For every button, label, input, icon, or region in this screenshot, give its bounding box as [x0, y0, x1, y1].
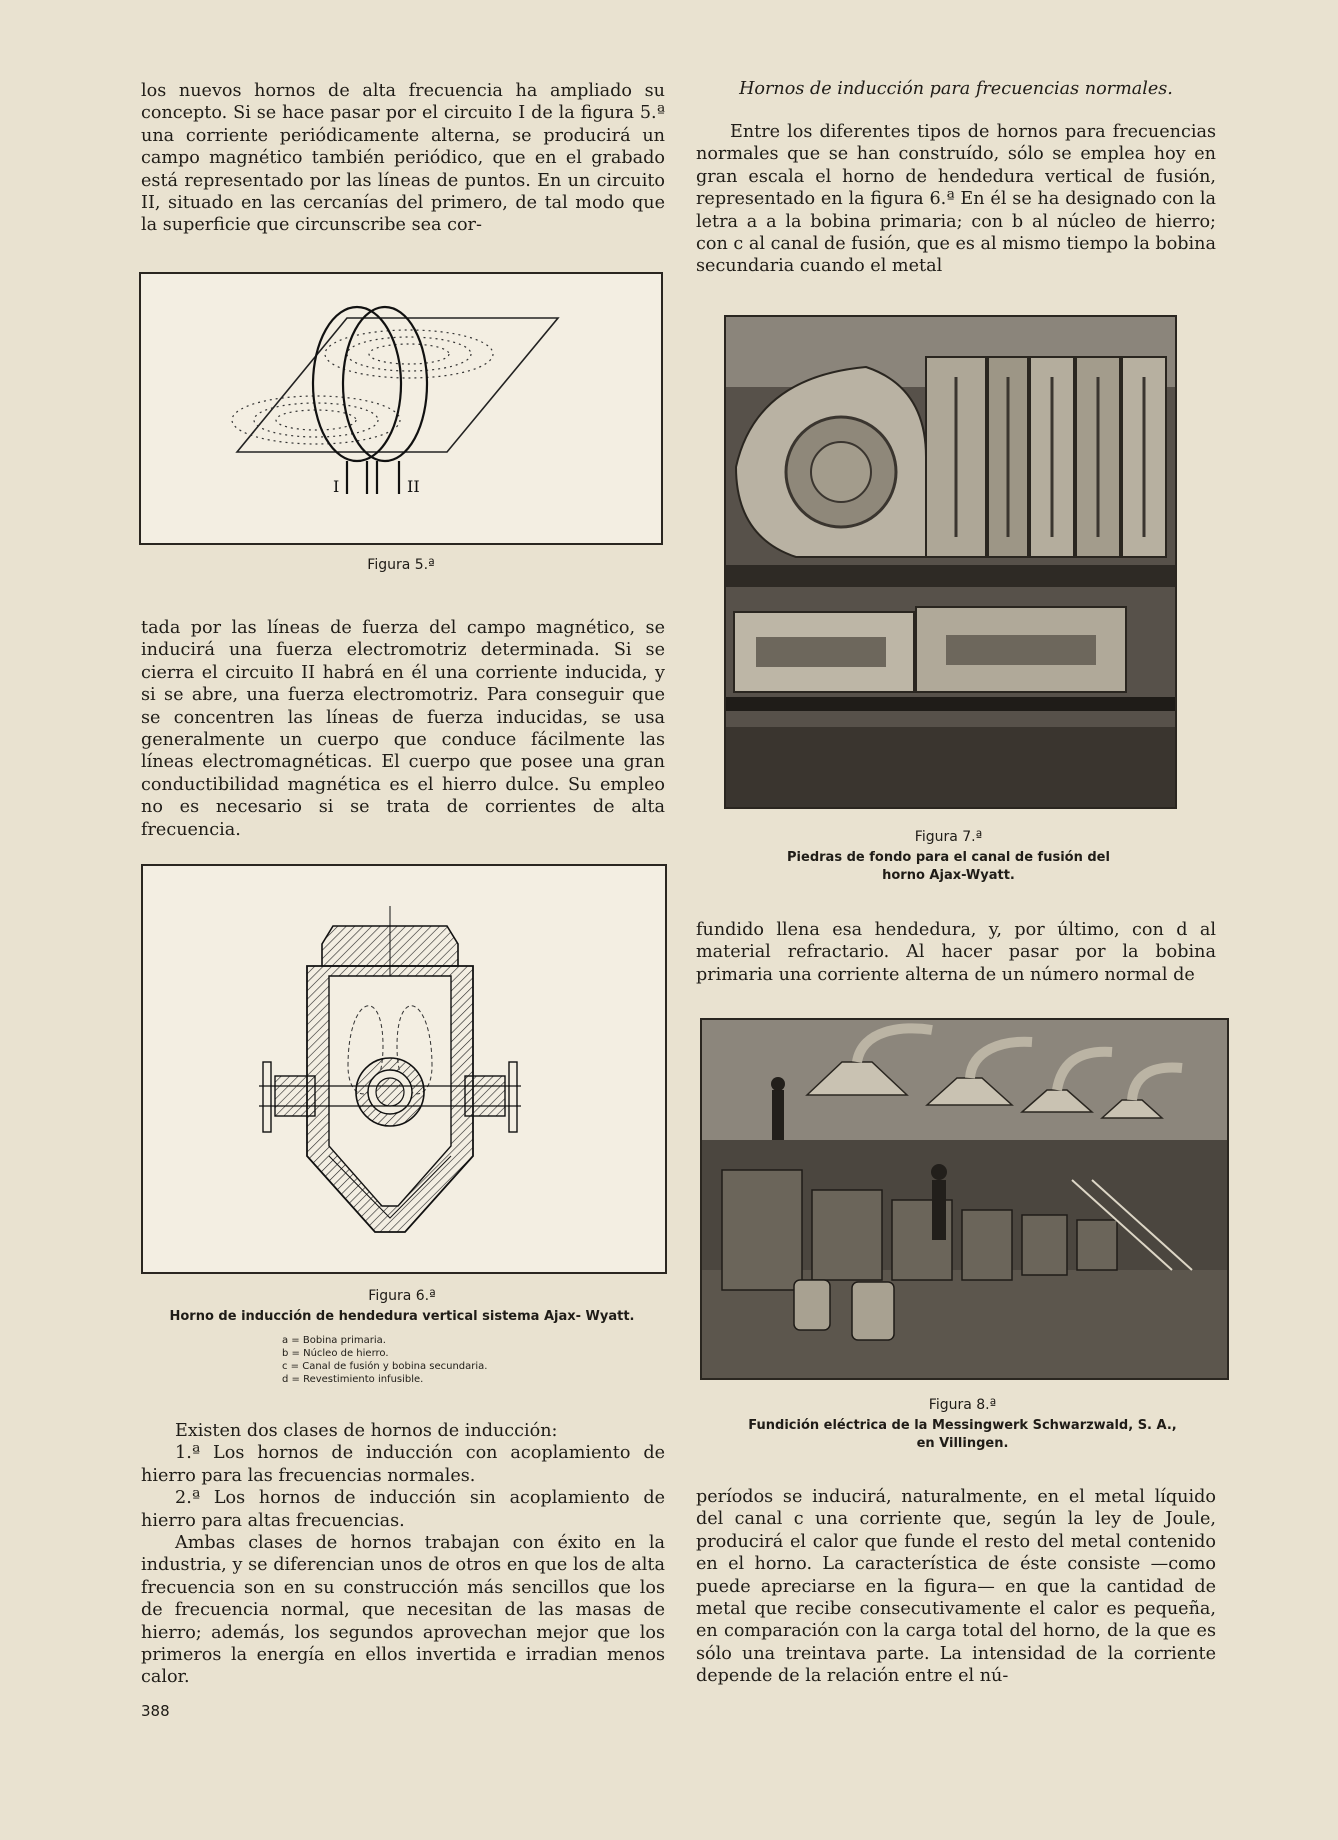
figure-8-caption-block	[700, 1397, 1225, 1453]
figure-7-caption-block	[724, 829, 1173, 885]
right-column-2	[696, 919, 1216, 986]
figure-7-title: Piedras de fondo para el canal de fusión del horno Ajax-Wyatt.	[787, 850, 1110, 883]
figure-5-diagram	[139, 272, 663, 545]
figure-6-title: Horno de inducción de hendedura vertical sistema Ajax- Wyatt.	[169, 1309, 635, 1324]
figure-7-photo	[724, 315, 1177, 809]
left-column-3	[141, 1420, 665, 1689]
furnace-stones-photo	[726, 317, 1175, 807]
figure-5-caption: Figura 5.ª	[367, 557, 435, 573]
legend-item: b = Núcleo de hierro.	[282, 1348, 389, 1359]
legend-item: d = Revestimiento infusible.	[282, 1374, 424, 1385]
label-II: II	[407, 477, 420, 496]
furnace-section-drawing	[143, 866, 665, 1272]
figure-8-caption: Figura 8.ª	[928, 1397, 997, 1413]
figure-8-photo	[700, 1018, 1229, 1380]
paragraph: Entre los diferentes tipos de hornos para frecuencias normales que se han construído, sólo se emplea hoy en gran escala el horno de hendedura vertical de fusión, representado en la figura 6.ª En él se ha designado con la letra a a la bobina primaria; con b al núcleo de hierro; con c al canal de fusión, que es al mismo tiempo la bobina secundaria cuando el metal	[696, 122, 1216, 277]
legend-item: c = Canal de fusión y bobina secundaria.	[282, 1361, 488, 1372]
figure-6-legend	[282, 1334, 663, 1386]
paragraph: fundido llena esa hendedura, y, por último, con d al material refractario. Al hacer pasar por la bobina primaria una corriente alterna de un número normal de	[696, 920, 1216, 985]
list-item: 1.ª Los hornos de inducción con acoplamiento de hierro para las frecuencias normales.	[141, 1443, 665, 1486]
induction-field-diagram	[141, 274, 661, 543]
foundry-hall-photo	[702, 1020, 1227, 1378]
paragraph: Existen dos clases de hornos de inducción:	[175, 1421, 558, 1441]
figure-7-caption: Figura 7.ª	[914, 829, 983, 845]
left-column-2	[141, 617, 665, 841]
figure-6-caption: Figura 6.ª	[368, 1288, 436, 1304]
legend-item: a = Bobina primaria.	[282, 1335, 386, 1346]
paragraph: períodos se inducirá, naturalmente, en el metal líquido del canal c una corriente que, según la ley de Joule, producirá el calor que funde el resto del metal contenido en el horno. La característica de éste consiste —como puede apreciarse en la figura— en que la cantidad de metal que recibe consecutivamente el calor es pequeña, en comparación con la carga total del horno, de la que es sólo una treintava parte. La intensidad de la corriente depende de la relación entre el nú-	[696, 1487, 1216, 1687]
figure-5-caption-block	[139, 557, 663, 573]
page-number: 388	[141, 1702, 170, 1720]
right-column-3	[696, 1486, 1216, 1688]
figure-6-caption-block	[141, 1288, 663, 1386]
paragraph: los nuevos hornos de alta frecuencia ha ampliado su concepto. Si se hace pasar por el circuito I de la figura 5.ª una corriente periódicamente alterna, se producirá un campo magnético también periódico, que en el grabado está representado por las líneas de puntos. En un circuito II, situado en las cercanías del primero, de tal modo que la superficie que circunscribe sea cor-	[141, 81, 665, 236]
left-column	[141, 80, 665, 237]
paragraph: Ambas clases de hornos trabajan con éxito en la industria, y se diferencian unos de otros en que los de alta frecuencia son en su construcción más sencillos que los de frecuencia normal, que necesitan de las masas de hierro; además, los segundos aprovechan mejor que los primeros la energía en ellos invertida e irradian menos calor.	[141, 1533, 665, 1688]
list-item: 2.ª Los hornos de inducción sin acoplamiento de hierro para altas frecuencias.	[141, 1488, 665, 1531]
section-heading: Hornos de inducción para frecuencias normales.	[739, 79, 1173, 99]
label-I: I	[333, 477, 340, 496]
figure-6-diagram	[141, 864, 667, 1274]
paragraph: tada por las líneas de fuerza del campo magnético, se inducirá una fuerza electromotriz determinada. Si se cierra el circuito II habrá en él una corriente inducida, y si se abre, una fuerza electromotriz. Para conseguir que se concentren las líneas de fuerza inducidas, se usa generalmente un cuerpo que conduce fácilmente las líneas electromagnéticas. El cuerpo que posee una gran conductibilidad magnética es el hierro dulce. Su empleo no es necesario si se trata de corrientes de alta frecuencia.	[141, 618, 665, 840]
figure-8-title: Fundición eléctrica de la Messingwerk Schwarzwald, S. A., en Villingen.	[748, 1418, 1177, 1451]
right-column	[696, 79, 1216, 278]
